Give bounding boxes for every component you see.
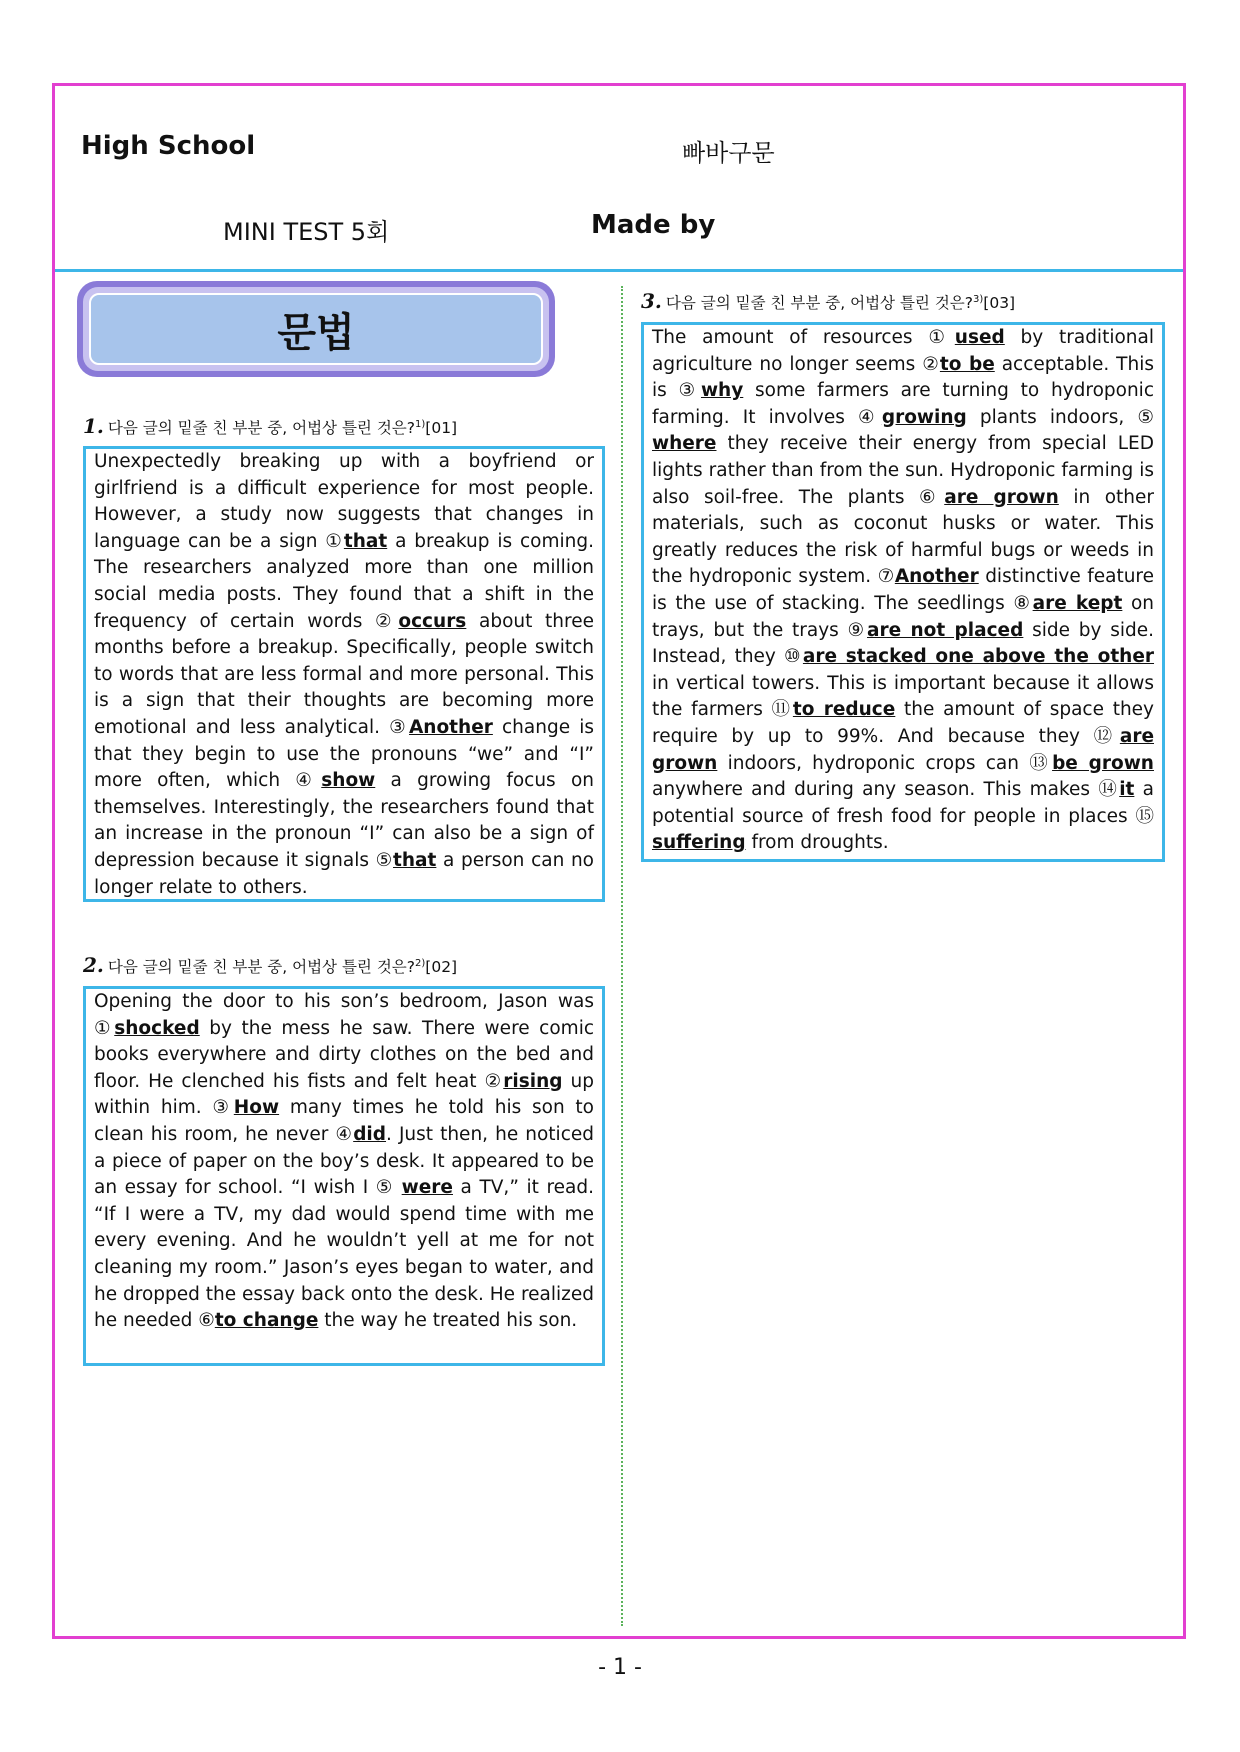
- question-1-prompt: 1. 다음 글의 밑줄 친 부분 중, 어법상 틀린 것은?$^{1)}$[01]: [83, 414, 458, 438]
- passage-text: the amount of space they require by up to 99%. And because they ⑫: [652, 699, 1155, 747]
- passage-text: by the mess he saw. There were comic books everywhere and dirty clothes on the bed and floor. He clenched his fists and felt heat ②: [94, 1017, 595, 1092]
- passage-text: side by side. Instead, they ⑩: [652, 619, 1155, 668]
- school-label: High School: [81, 131, 256, 161]
- book-title: 빠바구문: [682, 139, 775, 167]
- question-3-prompt: 3. 다음 글의 밑줄 친 부분 중, 어법상 틀린 것은?$^{3)}$[03]: [641, 289, 1016, 313]
- underlined-choice: are kept: [1032, 592, 1123, 614]
- underlined-choice: that: [343, 530, 388, 552]
- underlined-choice: it: [1119, 779, 1135, 801]
- underlined-choice: How: [233, 1097, 280, 1119]
- passage-text: some farmers are turning to hydroponic farming. It involves ④: [652, 380, 1154, 428]
- passage-text: in vertical towers. This is important because it allows the farmers ⑪: [652, 672, 1154, 721]
- passage-text: by traditional agriculture no longer seems ②: [652, 327, 1154, 375]
- passage-text: many times he told his son to clean his room, he never ④: [94, 1097, 595, 1145]
- passage-text: change is that they begin to use the pronouns “we” and “I” more often, which ④: [94, 716, 594, 792]
- underlined-choice: occurs: [398, 610, 467, 632]
- passage-text: the way he treated his son.: [318, 1310, 578, 1332]
- underlined-choice: are not placed: [867, 619, 1024, 641]
- passage-text: acceptable. This is ③: [652, 353, 1154, 402]
- underlined-choice: be grown: [1052, 752, 1154, 774]
- section-banner: [77, 281, 555, 377]
- question-2-passage: [83, 986, 605, 1366]
- passage-text: distinctive feature is the use of stacking. The seedlings ⑧: [652, 566, 1154, 614]
- underlined-choice: rising: [503, 1070, 563, 1092]
- passage-text: on trays, but the trays ⑨: [652, 592, 1154, 641]
- passage-text: Opening the door to his son’s bedroom, Jason was ①: [94, 991, 594, 1039]
- underlined-choice: Another: [894, 566, 979, 588]
- passage-text: from droughts.: [745, 832, 889, 854]
- section-title: 문법: [89, 293, 543, 365]
- passage-text: anywhere and during any season. This makes ⑭: [652, 779, 1120, 801]
- passage-text: The amount of resources ①: [652, 327, 955, 348]
- page-header: [55, 86, 1183, 272]
- question-2-prompt: 2. 다음 글의 밑줄 친 부분 중, 어법상 틀린 것은?$^{2)}$[02]: [83, 953, 458, 977]
- column-divider: [621, 286, 623, 1626]
- question-3-passage: [641, 322, 1165, 862]
- passage-text: a potential source of fresh food for people in places ⑮: [652, 779, 1154, 827]
- question-1-passage: [83, 446, 605, 902]
- underlined-choice: why: [700, 380, 744, 402]
- passage-text: . Just then, he noticed a piece of paper on the boy’s desk. It appeared to be an essay for school. “I wish I ⑤: [94, 1123, 594, 1199]
- passage-text: a breakup is coming. The researchers analyzed more than one million social media posts. They found that a shift in the frequency of certain words ②: [94, 530, 594, 632]
- underlined-choice: show: [321, 770, 376, 792]
- page-number: - 1 -: [598, 1655, 642, 1680]
- underlined-choice: are grown: [652, 725, 1154, 774]
- underlined-choice: to reduce: [792, 699, 896, 721]
- passage-text: they receive their energy from special LED lights rather than from the sun. Hydroponic farming is also soil-free. The plants ⑥: [652, 433, 1154, 508]
- underlined-choice: Another: [408, 716, 493, 738]
- underlined-choice: did: [353, 1123, 387, 1145]
- passage-text: up within him. ③: [94, 1070, 594, 1119]
- underlined-choice: to change: [214, 1310, 319, 1332]
- underlined-choice: that: [393, 849, 437, 871]
- underlined-choice: are stacked one above the other: [802, 646, 1155, 668]
- underlined-choice: growing: [881, 406, 967, 428]
- page-frame: [52, 83, 1186, 1639]
- passage-text: indoors, hydroponic crops can ⑬: [717, 752, 1053, 774]
- underlined-choice: suffering: [652, 832, 746, 854]
- underlined-choice: are grown: [944, 486, 1059, 508]
- passage-text: a person can no longer relate to others.: [94, 849, 594, 898]
- passage-text: plants indoors, ⑤: [966, 406, 1154, 428]
- passage-text: Unexpectedly breaking up with a boyfriend or girlfriend is a difficult experience for most people. However, a study now suggests that changes in language can be a sign ①: [94, 451, 594, 552]
- underlined-choice: were: [401, 1177, 453, 1199]
- underlined-choice: shocked: [114, 1017, 200, 1039]
- underlined-choice: where: [652, 433, 717, 455]
- test-title: MINI TEST 5회: [223, 218, 390, 246]
- passage-text: a growing focus on themselves. Interestingly, the researchers found that an increase in the pronoun “I” can also be a sign of depression because it signals ⑤: [94, 770, 594, 871]
- underlined-choice: to be: [939, 353, 995, 375]
- passage-text: in other materials, such as coconut husks or water. This greatly reduces the risk of harmful bugs or weeds in the hydroponic system. ⑦: [652, 486, 1154, 588]
- made-by-label: Made by: [591, 210, 716, 240]
- passage-text: a TV,” it read. “If I were a TV, my dad would spend time with me every evening. And he wouldn’t yell at me for not cleaning my room.” Jason’s eyes began to water, and he dropped the essay back onto the desk. He realized he needed ⑥: [94, 1177, 594, 1332]
- passage-text: about three months before a breakup. Specifically, people switch to words that are less formal and more personal. This is a sign that their thoughts are becoming more emotional and less analytical. ③: [94, 610, 594, 738]
- underlined-choice: used: [954, 327, 1005, 348]
